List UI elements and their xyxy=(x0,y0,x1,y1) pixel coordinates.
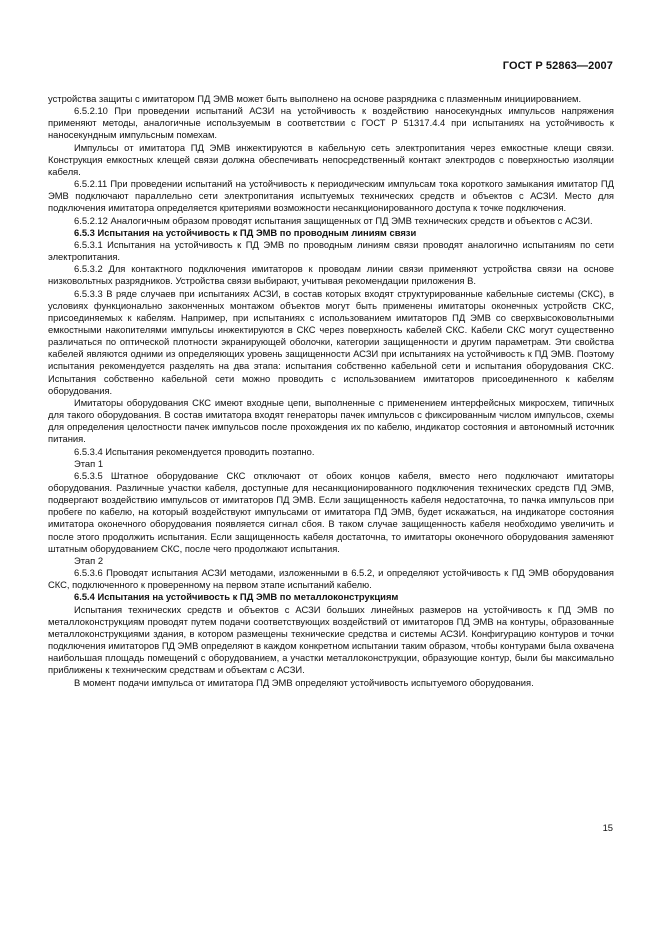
paragraph: 6.5.3.1 Испытания на устойчивость к ПД ЭМВ по проводным линиям связи проводят аналогично испытаниям по сети электропитания. xyxy=(48,238,614,263)
document-body xyxy=(48,93,614,689)
paragraph: 6.5.3.2 Для контактного подключения имитаторов к проводам линии связи применяют устройства связи на основе низковольтных разрядников. Устройства связи выбирают, учитывая рекомендации приложения В. xyxy=(48,263,614,287)
document-number: ГОСТ Р 52863—2007 xyxy=(502,60,613,72)
page-number: 15 xyxy=(602,822,613,833)
paragraph: 6.5.3.3 В ряде случаев при испытаниях АСЗИ, в состав которых входят структурированные кабельные системы (СКС), в условиях функционально законченных монтажом объектов могут быть применены имитаторы оконечных устройств СКС, присоединяемых к кабелям. Например, при испытаниях с использованием имитаторов ПД ЭМВ со сверхвысоковольтными емкостными накопителями импульсы инжектируются в СКС через поверхность кабелей СКС. Кабели СКС могут существенно различаться по оптической плотности экранирующей оболочки, категории защищенности и другим параметрам. Эти свойства кабелей являются одними из определяющих уровень защищенности АСЗИ при испытаниях на устойчивость к ПД ЭМВ. Поэтому испытания рекомендуется разделять на два этапа: испытания собственно кабельной сети и испытания оборудования СКС. Испытания собственно кабельной сети можно проводить с использованием имитаторов присоединенного к кабелям оборудования. xyxy=(48,287,614,396)
paragraph: 6.5.2.12 Аналогичным образом проводят испытания защищенных от ПД ЭМВ технических средств и объектов с АСЗИ. xyxy=(74,214,593,226)
paragraph: Испытания технических средств и объектов с АСЗИ больших линейных размеров на устойчивость к ПД ЭМВ по металлоконструкциям проводят путем подачи соответствующих воздействий от имитаторов ПД ЭМВ на контуры, образованные металлоконструкциями здания, в котором размещены технические средства и системы АСЗИ. Конфигурацию контуров и точки подключения имитаторов ПД ЭМВ определяют в каждом конкретном испытании таким образом, чтобы контурами была охвачена наибольшая площадь помещений с оборудованием, а участки металлоконструкции, образующие контур, были бы максимально приближены к техническим средствам и объектам с АСЗИ. xyxy=(48,603,614,676)
section-heading: 6.5.4 Испытания на устойчивость к ПД ЭМВ по металлоконструкциям xyxy=(74,591,399,603)
paragraph: 6.5.3.5 Штатное оборудование СКС отключают от обоих концов кабеля, вместо него подключают имитаторы оборудования. Различные участки кабеля, доступные для несанкционированного подключения технических средств ПД ЭМВ, подвергают воздействию импульсов от имитаторов ПД ЭМВ. Если защищенность кабеля недостаточна, то пачка импульсов при пробеге по кабелю, на который воздействуют импульсами от имитатора ПД ЭМВ, будет искажаться, на индикаторе состояния имитатора оконечного оборудования появляется сигнал сбоя. В таком случае защищенность кабеля необходимо увеличить и после этого продолжить испытания. Если защищенность кабеля достаточна, то имитаторы оконечного оборудования заменяют штатным оборудованием СКС, после чего продолжают испытания. xyxy=(48,469,614,554)
paragraph: 6.5.3.4 Испытания рекомендуется проводить поэтапно. xyxy=(74,445,315,457)
paragraph: 6.5.3.6 Проводят испытания АСЗИ методами, изложенными в 6.5.2, и определяют устойчивость к ПД ЭМВ оборудования СКС, подключенного к проверенному на первом этапе испытаний кабелю. xyxy=(48,567,614,591)
paragraph: В момент подачи импульса от имитатора ПД ЭМВ определяют устойчивость испытуемого оборудования. xyxy=(74,676,534,688)
paragraph: устройства защиты с имитатором ПД ЭМВ может быть выполнено на основе разрядника с плазменным инициированием. xyxy=(48,93,582,104)
paragraph: Имитаторы оборудования СКС имеют входные цепи, выполненные с применением интерфейсных микросхем, типичных для такого оборудования. В состав имитатора входят генераторы пачек импульсов с фиксированным числом импульсов, схемы для определения целостности пачек импульсов после прохождения их по кабелю, индикатор состояния и автономный источник питания. xyxy=(48,396,614,445)
paragraph: 6.5.2.11 При проведении испытаний на устойчивость к периодическим импульсам тока короткого замыкания имитатор ПД ЭМВ подключают параллельно сети электропитания испытуемых технических средств и объектов с АСЗИ. Место для подключения имитатора определяется критериями возможности несанкционированного доступа к точке подключения. xyxy=(48,178,614,214)
paragraph: Этап 1 xyxy=(74,457,104,469)
section-heading: 6.5.3 Испытания на устойчивость к ПД ЭМВ по проводным линиям связи xyxy=(74,226,417,238)
paragraph: 6.5.2.10 При проведении испытаний АСЗИ на устойчивость к воздействию наносекундных импульсов напряжения применяют методы, аналогичные используемым в соответствии с ГОСТ Р 51317.4.4 при испытаниях на устойчивость к наносекундным импульсным помехам. xyxy=(48,105,614,141)
paragraph: Импульсы от имитатора ПД ЭМВ инжектируются в кабельную сеть электропитания через емкостные клещи связи. Конструкция емкостных клещей связи должна обеспечивать непосредственный контакт электродов с поверхностью изоляции кабеля. xyxy=(48,141,614,177)
paragraph: Этап 2 xyxy=(74,554,104,566)
